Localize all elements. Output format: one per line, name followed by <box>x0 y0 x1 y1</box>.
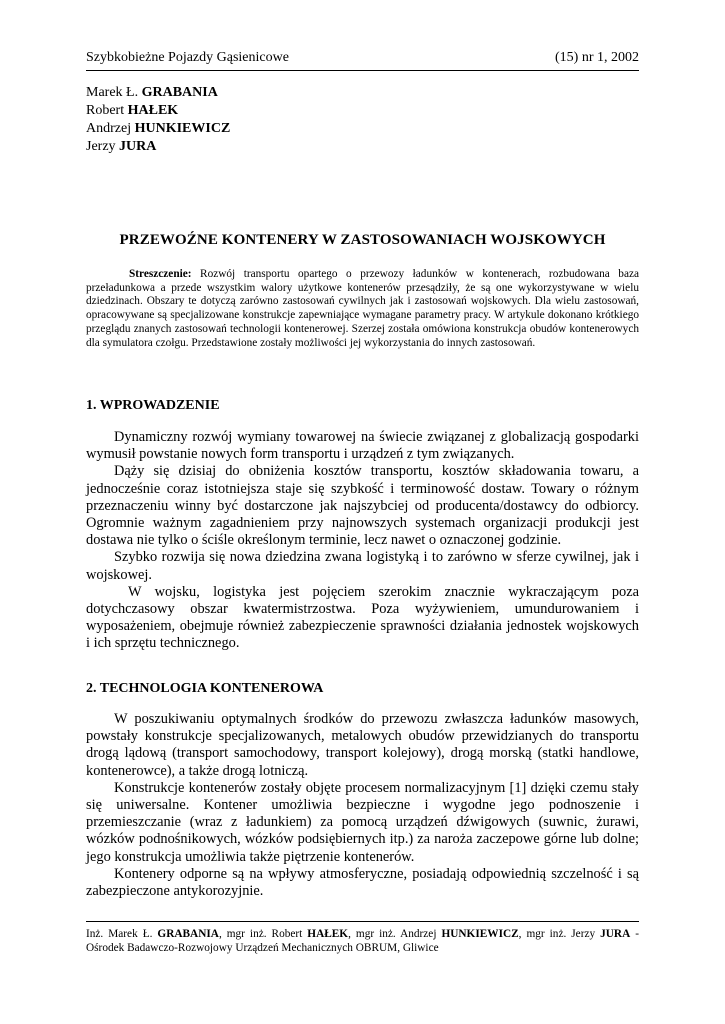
paragraph: W poszukiwaniu optymalnych środków do przewozu zwłaszcza ładunków masowych, powstały konstrukcje specjalizowanych, metalowych obudów przewidzianych do transportu drogą lądową (transport samochodowy, transport kolejowy), drogą morską (statki handlowe, kontenerowce), a także drogą lotniczą. <box>86 711 639 779</box>
header-rule <box>86 70 639 71</box>
paragraph: Szybko rozwija się nowa dziedzina zwana logistyką i to zarówno w sferze cywilnej, jak i wojskowej. <box>86 549 639 583</box>
author: Marek Ł. GRABANIA <box>86 85 218 100</box>
issue-number: (15) nr 1, 2002 <box>555 50 639 65</box>
section-heading: 2. TECHNOLOGIA KONTENEROWA <box>86 681 324 696</box>
footnote-rule <box>86 921 639 922</box>
abstract-label: Streszczenie: <box>129 268 192 280</box>
section-body <box>86 711 639 900</box>
paper-title: PRZEWOŹNE KONTENERY W ZASTOSOWANIACH WOJSKOWYCH <box>119 232 606 248</box>
abstract <box>86 268 639 350</box>
author-list <box>86 84 230 156</box>
journal-name: Szybkobieżne Pojazdy Gąsienicowe <box>86 50 289 65</box>
author: Andrzej HUNKIEWICZ <box>86 121 231 136</box>
paragraph: W wojsku, logistyka jest pojęciem szerokim znacznie wykraczającym poza dotychczasowy obszar kwatermistrzostwa. Poza wyżywieniem, umundurowaniem i wyposażeniem, obejmuje również zabezpieczenie sprawności działania jednostek wojskowych i ich sprzętu technicznego. <box>86 583 639 652</box>
abstract-text: Rozwój transportu opartego o przewozy ładunków w kontenerach, rozbudowana baza przeładunkowa a przede wszystkim walory użytkowe kontenerów przesądziły, że są one wykorzystywane w wielu dziedzinach. Obszary te dotyczą zarówno zastosowań cywilnych jak i zastosowań wojskowych. Dla wielu zastosowań, opracowywane są specjalizowane konstrukcje zapewniające wymagane parametry pracy. W artykule dokonano krótkiego przeglądu znanych zastosowań technologii kontenerowej. Szerzej została omówiona konstrukcja obudów kontenerowych dla symulatora czołgu. Przedstawione zostały możliwości jej wykorzystania do innych zastosowań. <box>86 268 639 349</box>
paragraph: Dąży się dzisiaj do obniżenia kosztów transportu, kosztów składowania towaru, a jednocześnie coraz istotniejsza staje się szybkość i terminowość dostaw. Towary o różnym przeznaczeniu winny być dostarczone jak najszybciej od producenta/dostawcy do odbiorcy. Ogromnie ważnym zagadnieniem przy najnowszych systemach organizacji produkcji jest dostawa nie tylko o ściśle określonym terminie, lecz nawet o oznaczonej godzinie. <box>86 463 639 549</box>
paragraph: Dynamiczny rozwój wymiany towarowej na świecie związanej z globalizacją gospodarki wymusił powstanie nowych form transportu i urządzeń z tym związanych. <box>86 429 639 463</box>
author-affiliation-footnote: Inż. Marek Ł. GRABANIA, mgr inż. Robert HAŁEK, mgr inż. Andrzej HUNKIEWICZ, mgr inż. Jerzy JURA - Ośrodek Badawczo-Rozwojowy Urządzeń Mechanicznych OBRUM, Gliwice <box>86 928 639 954</box>
section-heading: 1. WPROWADZENIE <box>86 398 220 413</box>
section-body <box>86 429 639 653</box>
author: Jerzy JURA <box>86 139 157 154</box>
author: Robert HAŁEK <box>86 103 179 118</box>
paragraph: Kontenery odporne są na wpływy atmosferyczne, posiadają odpowiednią szczelność i są zabezpieczone antykorozyjnie. <box>86 865 639 900</box>
paragraph: Konstrukcje kontenerów zostały objęte procesem normalizacyjnym [1] dzięki czemu stały się uniwersalne. Kontener umożliwia bezpieczne i wygodne jego podnoszenie i przemieszczanie (wraz z ładunkiem) za pomocą urządzeń dźwigowych (suwnic, żurawi, wózków podnośnikowych, wózków podsiębiernych itp.) za naroża zaczepowe górne lub dolne; jego konstrukcja umożliwia także piętrzenie kontenerów. <box>86 779 639 865</box>
running-header <box>86 50 639 66</box>
